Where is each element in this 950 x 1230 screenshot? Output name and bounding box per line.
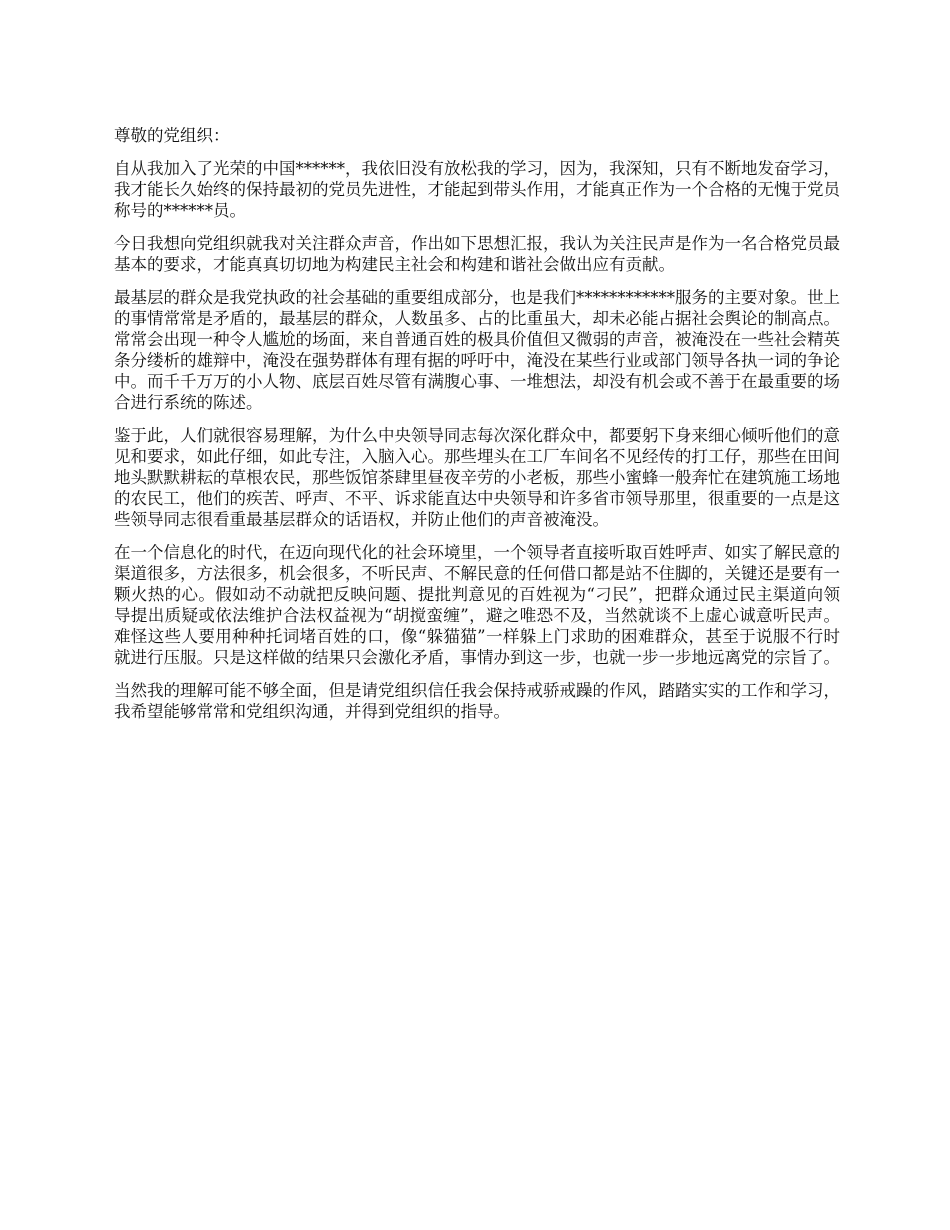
paragraph-6: 当然我的理解可能不够全面，但是请党组织信任我会保持戒骄戒躁的作风，踏踏实实的工作和学习，我希望能够常常和党组织沟通，并得到党组织的指导。 bbox=[114, 681, 840, 721]
paragraph-1: 自从我加入了光荣的中国******，我依旧没有放松我的学习，因为，我深知，只有不断地发奋学习，我才能长久始终的保持最初的党员先进性，才能起到带头作用，才能真正作为一个合格的无愧于党员称号的******员。 bbox=[114, 159, 840, 220]
paragraph-3: 最基层的群众是我党执政的社会基础的重要组成部分，也是我们************服务的主要对象。世上的事情常常是矛盾的，最基层的群众，人数虽多、占的比重虽大，却未必能占据社会舆论的制高点。常常会出现一种令人尴尬的场面，来自普通百姓的极具价值但又微弱的声音，被淹没在一些社会精英条分缕析的雄辩中，淹没在强势群体有理有据的呼吁中，淹没在某些行业或部门领导各执一词的争论中。而千千万万的小人物、底层百姓尽管有满腹心事、一堆想法，却没有机会或不善于在最重要的场合进行系统的陈述。 bbox=[114, 288, 840, 412]
paragraph-4: 鉴于此，人们就很容易理解，为什么中央领导同志每次深化群众中，都要躬下身来细心倾听他们的意见和要求，如此仔细，如此专注，入脑入心。那些埋头在工厂车间名不见经传的打工仔，那些在田间地头默默耕耘的草根农民，那些饭馆茶肆里昼夜辛劳的小老板，那些小蜜蜂一般奔忙在建筑施工场地的农民工，他们的疾苦、呼声、不平、诉求能直达中央领导和许多省市领导那里，很重要的一点是这些领导同志很看重最基层群众的话语权，并防止他们的声音被淹没。 bbox=[114, 426, 840, 529]
letter-body bbox=[114, 125, 840, 734]
paragraph-5: 在一个信息化的时代，在迈向现代化的社会环境里，一个领导者直接听取百姓呼声、如实了解民意的渠道很多，方法很多，机会很多，不听民声、不解民意的任何借口都是站不住脚的，关键还是要有一颗火热的心。假如动不动就把反映问题、提批判意见的百姓视为“刁民”，把群众通过民主渠道向领导提出质疑或依法维护合法权益视为“胡搅蛮缠”，避之唯恐不及，当然就谈不上虚心诚意听民声。难怪这些人要用种种托词堵百姓的口，像“躲猫猫”一样躲上门求助的困难群众，甚至于说服不行时就进行压服。只是这样做的结果只会激化矛盾，事情办到这一步，也就一步一步地远离党的宗旨了。 bbox=[114, 543, 840, 667]
paragraph-2: 今日我想向党组织就我对关注群众声音，作出如下思想汇报，我认为关注民声是作为一名合格党员最基本的要求，才能真真切切地为构建民主社会和构建和谐社会做出应有贡献。 bbox=[114, 234, 840, 274]
salutation: 尊敬的党组织： bbox=[114, 126, 230, 145]
